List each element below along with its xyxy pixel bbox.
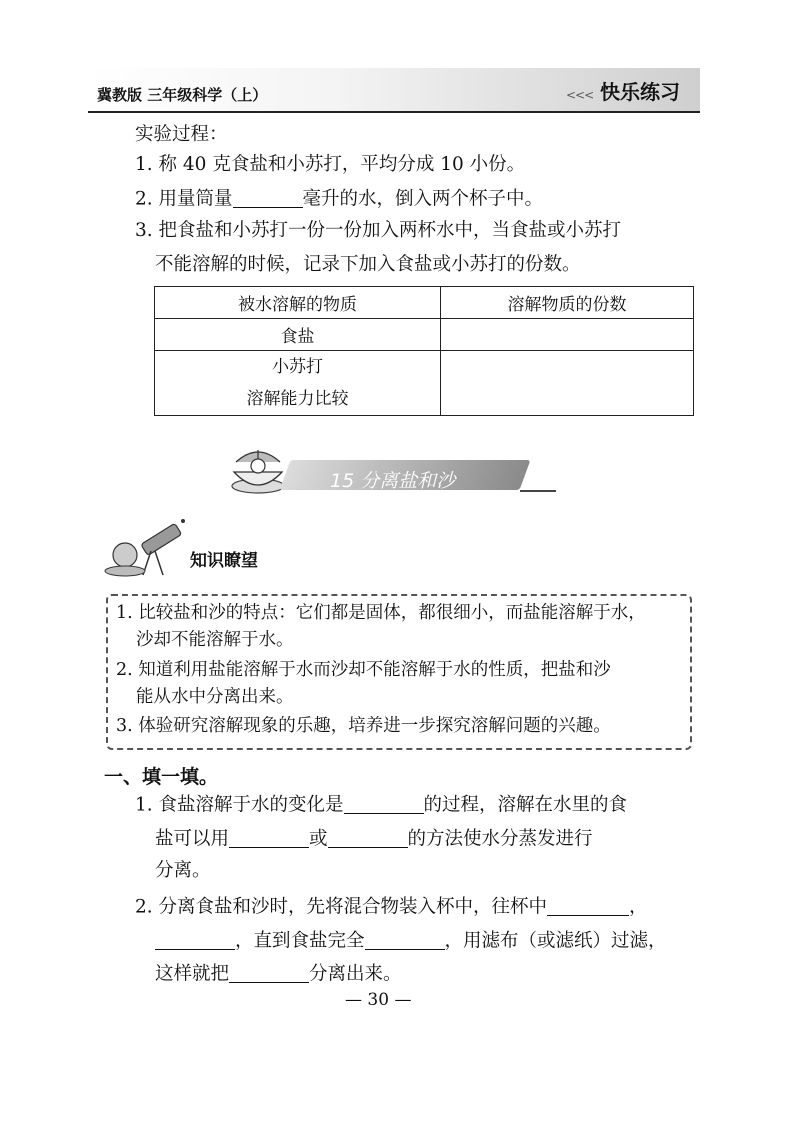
q2-text-c: ，直到食盐完全 [235,930,365,952]
knowledge-item-2-line-1: 2. 知道利用盐能溶解于水而沙却不能溶解于水的性质，把盐和沙 [116,660,611,680]
table-row [155,319,694,351]
question-2-line-3 [155,963,402,984]
table-cell-salt: 食盐 [155,319,441,351]
answer-blank-water-ml[interactable] [233,188,303,208]
knowledge-item-1-line-1: 1. 比较盐和沙的特点：它们都是固体，都很细小，而盐能溶解于水， [116,603,646,623]
brand-title: 快乐练习 [600,80,680,104]
book-title: 冀教版 三年级科学（上） [97,86,268,104]
q2-text-b: ， [629,896,648,918]
knowledge-item-1-line-2: 沙却不能溶解于水。 [136,630,294,650]
experiment-step-3-line-2: 不能溶解的时候，记录下加入食盐或小苏打的份数。 [155,254,581,275]
table-row [155,351,694,416]
table-cell-salt-answer[interactable] [441,319,694,351]
answer-blank-q2-separate[interactable] [229,963,309,983]
page-number: — 30 — [345,990,412,1010]
table-header-portions: 溶解物质的份数 [441,287,694,319]
question-2-line-1 [135,896,648,917]
lesson-title: 15 分离盐和沙 [330,470,456,492]
experiment-step-2 [135,188,543,209]
header-rule [88,111,700,113]
knowledge-title: 知识瞭望 [190,551,258,571]
table-header-row [155,287,694,319]
table-cell-soda-answer[interactable] [441,351,694,416]
table-cell-baking-soda: 小苏打 [272,357,323,377]
experiment-heading: 实验过程： [135,124,228,145]
answer-blank-q2-dissolve[interactable] [365,930,445,950]
lesson-banner-rule [520,490,556,492]
step-2-text-b: 毫升的水，倒入两个杯子中。 [302,188,544,210]
question-1-line-2 [155,828,593,849]
question-1-line-3: 分离。 [155,860,211,881]
experiment-step-3-line-1: 3. 把食盐和小苏打一份一份加入两杯水中，当食盐或小苏打 [135,220,622,241]
answer-blank-q1-method-1[interactable] [229,828,309,848]
experiment-step-1: 1. 称 40 克食盐和小苏打，平均分成 10 小份。 [135,154,526,175]
chevron-left-icon: <<< [566,88,594,102]
answer-blank-q1-method-2[interactable] [328,828,408,848]
knowledge-item-3: 3. 体验研究溶解现象的乐趣，培养进一步探究溶解问题的兴趣。 [116,716,611,736]
q2-text-e: 这样就把 [155,963,230,985]
q1-text-a: 1. 食盐溶解于水的变化是 [135,794,344,816]
table-cell-soda-compare [155,351,441,416]
q2-text-f: 分离出来。 [309,963,402,985]
observation-table [154,286,694,416]
q1-text-d: 或 [309,828,328,850]
table-header-substance: 被水溶解的物质 [155,287,441,319]
q1-text-e: 的方法使水分蒸发进行 [407,828,593,850]
q2-text-d: ，用滤布（或滤纸）过滤， [444,930,667,952]
q1-text-c: 盐可以用 [155,828,230,850]
section-fill-in: 一、填一填。 [104,766,219,788]
answer-blank-q1-change[interactable] [344,794,424,814]
step-2-text-a: 2. 用量筒量 [135,188,233,210]
question-2-line-2 [155,930,667,951]
answer-blank-q2-action-1[interactable] [547,896,629,916]
q1-text-b: 的过程，溶解在水里的食 [423,794,628,816]
knowledge-item-2-line-2: 能从水中分离出来。 [136,687,294,707]
answer-blank-q2-action-2[interactable] [155,930,235,950]
table-cell-comparison: 溶解能力比较 [246,389,349,409]
q2-text-a: 2. 分离食盐和沙时，先将混合物装入杯中，往杯中 [135,896,548,918]
question-1-line-1 [135,794,627,815]
telescope-icon [103,515,188,577]
